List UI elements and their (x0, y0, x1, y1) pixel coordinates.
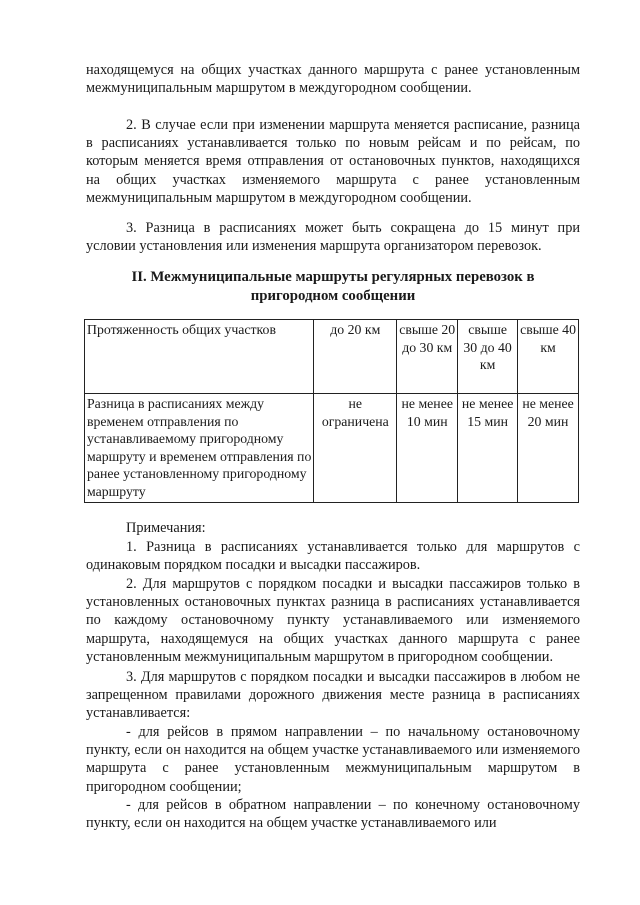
note-3-item-1: - для рейсов в прямом направлении – по начальному остановочному пункту, если он находится на общем участке устанавливаемого или изменяемого маршрута с ранее установленным межмуниципальным маршрутом в пригородном сообщении; (86, 724, 580, 795)
table-cell: не ограничена (314, 394, 397, 503)
note-1: 1. Разница в расписаниях устанавливается только для маршрутов с одинаковым порядком посадки и высадки пассажиров. (86, 539, 580, 574)
note-2: 2. Для маршрутов с порядком посадки и высадки пассажиров только в установленных остановочных пунктах разница в расписаниях устанавливается по каждому остановочному пункту устанавливаемого или изменяемого маршрута, находящемуся на общих участках данного маршрута с ранее установленным межмуниципальным маршрутом в пригородном сообщении. (86, 576, 580, 665)
table-cell: свыше 30 до 40 км (458, 320, 518, 394)
table-cell: свыше 20 до 30 км (397, 320, 458, 394)
table-cell: Разница в расписаниях между временем отправления по устанавливаемому пригородному маршруту и временем отправления по ранее установленному пригородному маршруту (85, 394, 314, 503)
notes-heading: Примечания: (126, 520, 206, 536)
schedule-difference-table (84, 319, 579, 503)
table-cell: не менее 15 мин (458, 394, 518, 503)
table-row (85, 394, 579, 503)
section-title-line2: пригородном сообщении (250, 288, 416, 304)
table-row (85, 320, 579, 394)
table-cell: до 20 км (314, 320, 397, 394)
table-cell: свыше 40 км (518, 320, 579, 394)
paragraph-2: 2. В случае если при изменении маршрута меняется расписание, разница в расписаниях устанавливается только по новым рейсам и по рейсам, по которым меняется время отправления от остановочных пунктов, находящихся на общих участках изменяемого маршрута с ранее установленным межмуниципальным маршрутом в междугородном сообщении. (86, 117, 580, 206)
paragraph-3: 3. Разница в расписаниях может быть сокращена до 15 минут при условии установления или изменения маршрута организатором перевозок. (86, 220, 580, 255)
note-3: 3. Для маршрутов с порядком посадки и высадки пассажиров в любом не запрещенном правилами дорожного движения месте разница в расписаниях устанавливается: (86, 669, 580, 722)
paragraph-continuation: находящемуся на общих участках данного маршрута с ранее установленным межмуниципальным маршрутом в междугородном сообщении. (86, 62, 580, 97)
note-3-item-2: - для рейсов в обратном направлении – по конечному остановочному пункту, если он находится на общем участке устанавливаемого или (86, 797, 580, 832)
section-title-line1: II. Межмуниципальные маршруты регулярных перевозок в (131, 269, 535, 285)
table-cell: Протяженность общих участков (85, 320, 314, 394)
table-cell: не менее 20 мин (518, 394, 579, 503)
table-cell: не менее 10 мин (397, 394, 458, 503)
